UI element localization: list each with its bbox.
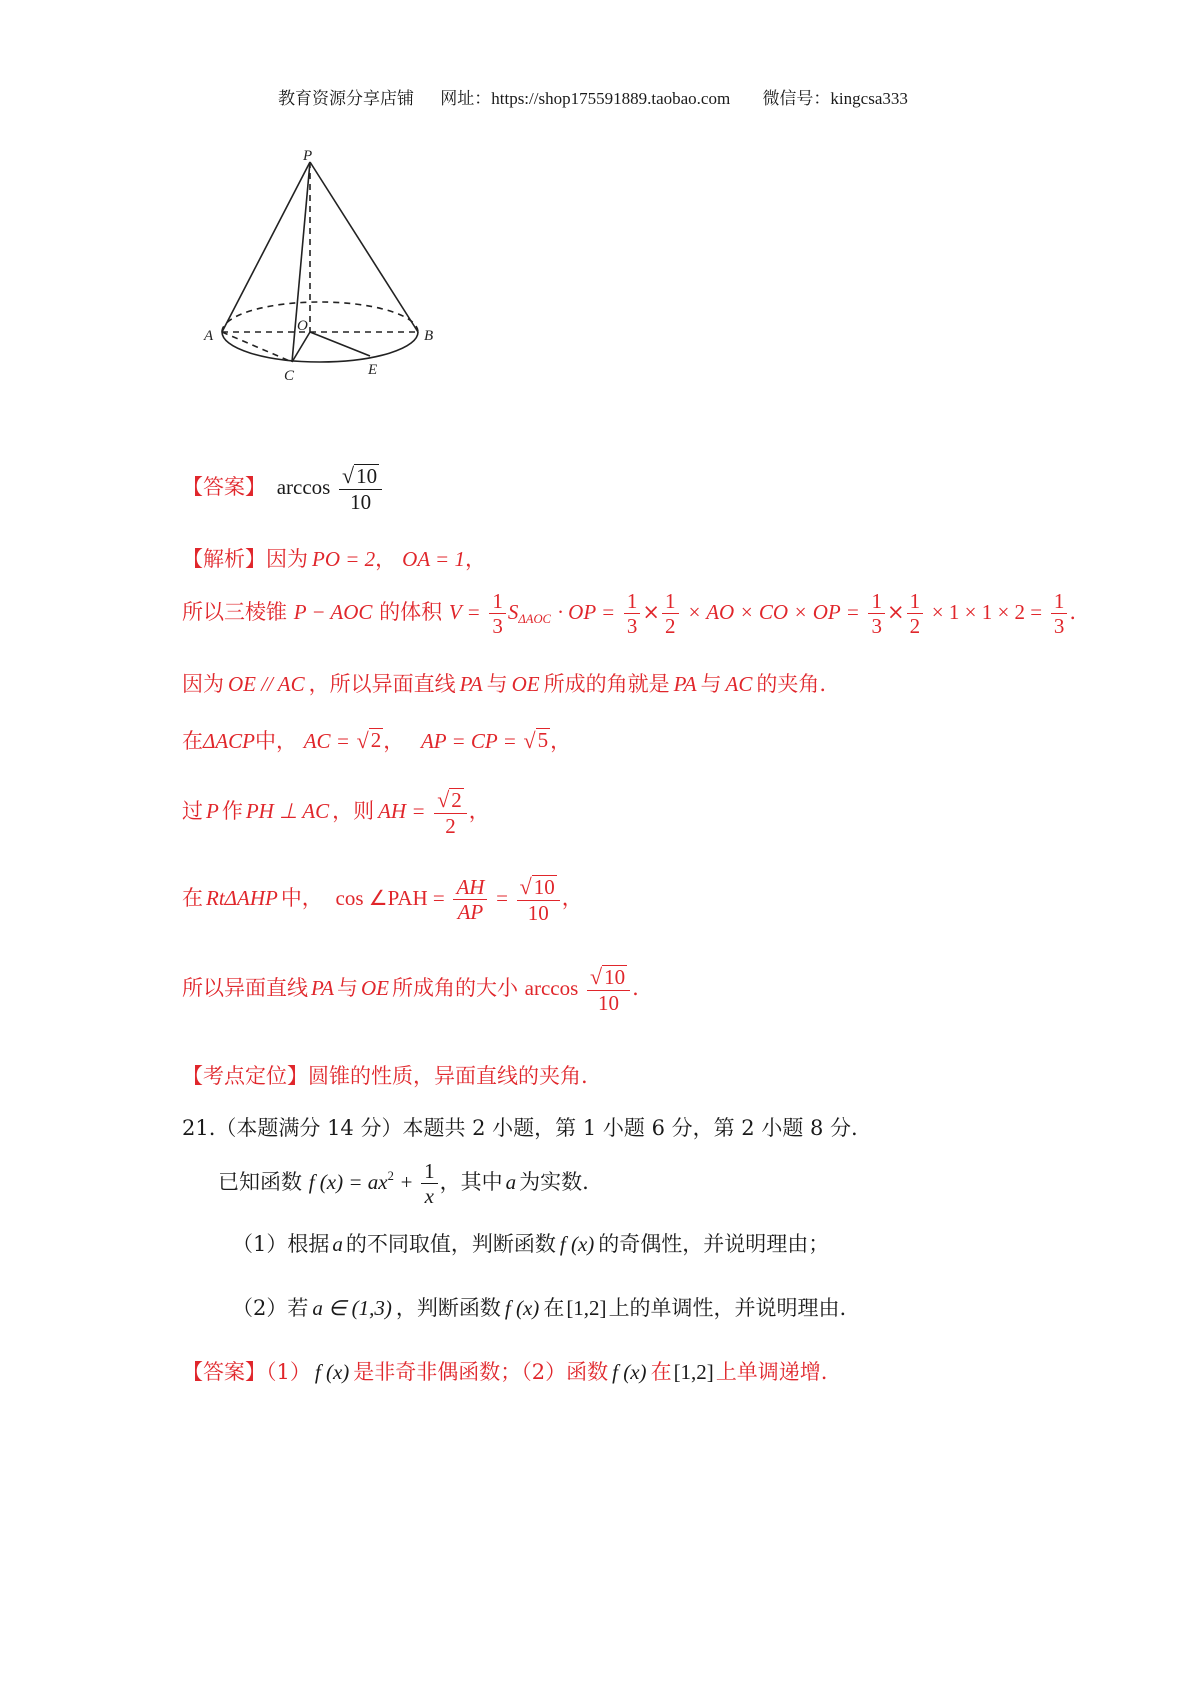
f3-den: 2	[665, 614, 676, 639]
q21-p2-c: ，判断函数	[395, 1296, 501, 1320]
q21-p2-a: （2）若	[232, 1296, 309, 1320]
f6-num: 1	[1051, 590, 1068, 614]
a-l2-e: · OP =	[557, 600, 616, 625]
kaodian	[182, 1060, 588, 1090]
answer2-b: f (x)	[314, 1360, 350, 1384]
a-l1-a: 因为	[266, 547, 308, 571]
a-l6-den2: 10	[527, 901, 549, 926]
q21-title: 21.（本题满分 14 分）本题共 2 小题，第 1 小题 6 分，第 2 小题 8 分.	[182, 1116, 858, 1140]
a-l3-k: 的夹角.	[756, 672, 827, 696]
cone-figure	[180, 150, 440, 410]
a-l7-f: arccos	[524, 976, 579, 1001]
label-p: P	[303, 150, 313, 164]
q21-p1-c: 的不同取值，判断函数	[345, 1232, 556, 1256]
a-l1-d: OA = 1	[402, 547, 465, 571]
kaodian-tag: 【考点定位】	[182, 1064, 308, 1088]
frac-one-third-c	[868, 590, 885, 637]
a-l6-den1: AP	[457, 900, 484, 925]
a-l3-h: PA	[673, 672, 697, 696]
a-l5-a: 过	[182, 799, 203, 824]
q21-part1	[232, 1228, 829, 1258]
f3-num: 1	[662, 590, 679, 614]
sqrt-2: √ 2	[356, 728, 382, 753]
answer-tag: 【答案】	[182, 475, 266, 500]
a-l4-b: ΔACP	[203, 729, 255, 753]
header-shop: 教育资源分享店铺	[278, 89, 414, 108]
a-l4-f-r: 5	[537, 728, 549, 752]
a-l3-g: 所成的角就是	[543, 672, 670, 696]
frac-one-half-b	[907, 590, 924, 637]
label-e: E	[368, 362, 378, 378]
a-l4-c: 中，	[255, 729, 297, 753]
frac-one-third-a	[489, 590, 506, 637]
q21-def-a: 已知函数	[218, 1170, 302, 1195]
a-l3-c: ，所以异面直线	[308, 672, 456, 696]
answer-arccos: arccos	[276, 475, 331, 500]
a-l7-num: 10	[604, 965, 626, 989]
a-l3-e: 与	[486, 672, 508, 696]
a-l5-f: AH =	[378, 799, 426, 824]
analysis-tag: 【解析】	[182, 547, 266, 571]
answer2-a: （1）	[266, 1360, 311, 1384]
frac-sqrt10-over-10-b: √ 10 10	[587, 965, 630, 1014]
a-l7-den: 10	[598, 991, 620, 1016]
a-l6-c: 中，	[280, 886, 323, 911]
q21-p1-b: a	[332, 1232, 343, 1256]
a-l7-e: 所成角的大小	[391, 976, 518, 1001]
edge-pb	[310, 162, 418, 332]
a-l5-c: 作	[221, 799, 243, 824]
a-l2-s-sub: ΔAOC	[518, 611, 551, 626]
a-l1-e: ，	[464, 547, 486, 571]
q21-p1-a: （1）根据	[232, 1232, 330, 1256]
analysis-line-4	[182, 725, 571, 755]
a-l6-num1: AH	[453, 876, 487, 900]
a-l5-e: ，则	[332, 799, 375, 824]
q21-part2	[232, 1292, 846, 1322]
a-l5-d: PH ⊥ AC	[245, 799, 330, 824]
a-l2-c: 的体积	[379, 600, 443, 625]
f1-den: 3	[492, 614, 503, 639]
a-l7-g: .	[632, 976, 639, 1001]
f2-num: 1	[624, 590, 641, 614]
analysis-line-6	[182, 875, 583, 924]
label-c: C	[284, 368, 295, 384]
a-l6-d: cos ∠PAH =	[335, 886, 445, 911]
a-l6-num2: 10	[533, 875, 555, 899]
q21-p1-d: f (x)	[559, 1232, 595, 1256]
f2-den: 3	[626, 614, 638, 639]
q21-def-den: x	[424, 1184, 434, 1209]
a-l5-b: P	[206, 799, 219, 824]
answer-den: 10	[350, 490, 372, 515]
frac-sqrt2-over-2: √ 2 2	[434, 788, 467, 837]
header-url: 网址：https://shop175591889.taobao.com	[440, 89, 731, 108]
analysis-line-1	[182, 543, 486, 573]
a-l4-f: AP = CP =	[420, 729, 517, 753]
segment-ac	[222, 332, 292, 362]
a-l5-num: 2	[451, 788, 462, 812]
a-l7-c: 与	[336, 976, 358, 1001]
f4-den: 3	[871, 614, 882, 639]
analysis-line-7	[182, 965, 639, 1014]
a-l7-d: OE	[360, 976, 389, 1001]
label-b: B	[424, 328, 434, 344]
q21-p2-d: f (x)	[504, 1296, 540, 1320]
f1-num: 1	[489, 590, 506, 614]
a-l3-a: 因为	[182, 672, 224, 696]
q21-def-frac	[421, 1160, 438, 1207]
a-l6-a: 在	[182, 886, 203, 911]
a-l3-j: AC	[725, 672, 753, 696]
a-l3-f: OE	[511, 672, 540, 696]
a-l4-a: 在	[182, 729, 203, 753]
a-l7-a: 所以异面直线	[182, 976, 308, 1001]
answer2-c: 是非奇非偶函数；（2）函数	[353, 1360, 609, 1384]
a-l2-s: S	[507, 600, 519, 625]
analysis-line-2: 所以三棱锥 P − AOC 的体积 V = $\frac{1}{3}$ $S_{\Delta AOC}$ · OP = $\frac{1}{3}$ × $\frac{1}{2}$ × AO × CO × OP = $\frac{1}{3}$ × $\frac{1}{2}$ × 1 × 1 × 2 = $\frac{1}{3}$ .	[182, 589, 1077, 639]
header	[278, 84, 908, 109]
frac-one-third-b	[624, 590, 641, 637]
answer2-g: 上单调递增.	[715, 1360, 828, 1384]
answer2-d: f (x)	[612, 1360, 647, 1384]
q21-def-b: f (x) = ax	[308, 1170, 388, 1195]
a-l7-b: PA	[311, 976, 334, 1001]
a-l2-f: × AO × CO × OP =	[687, 600, 860, 625]
q21-def-f: 为实数.	[519, 1170, 589, 1195]
answer-fraction: √ 10 10	[339, 464, 382, 513]
f5-den: 2	[909, 614, 921, 639]
answer2-e: 在	[650, 1360, 672, 1384]
kaodian-text: 圆锥的性质，异面直线的夹角.	[308, 1064, 588, 1088]
label-a: A	[204, 328, 214, 344]
f4-num: 1	[868, 590, 885, 614]
q21-def-d: ，其中	[439, 1170, 503, 1195]
analysis-line-5	[182, 788, 490, 837]
a-l6-eq: =	[496, 886, 508, 911]
answer-1	[182, 464, 384, 513]
q21-def-num: 1	[421, 1160, 438, 1184]
f5-num: 1	[907, 590, 924, 614]
q21-p2-e: 在	[543, 1296, 565, 1320]
label-o: O	[297, 318, 308, 334]
answer2-f: [1,2]	[673, 1360, 714, 1384]
a-l4-g: ，	[550, 729, 572, 753]
q21-p2-f: [1,2]	[566, 1296, 607, 1320]
a-l2-a: 所以三棱锥	[182, 600, 287, 625]
a-l4-e: ，	[383, 729, 405, 753]
a-l2-d: V =	[448, 600, 481, 625]
segment-oe	[310, 332, 370, 356]
a-l4-d-r: 2	[370, 728, 382, 752]
a-l4-d: AC =	[303, 729, 350, 753]
frac-ah-over-ap	[453, 876, 487, 923]
a-l6-g: ，	[561, 886, 583, 911]
q21-p2-b: a ∈ (1,3)	[312, 1296, 392, 1320]
q21-def-sup: 2	[387, 1169, 394, 1184]
q21-def-e: a	[505, 1170, 517, 1195]
q21-definition	[218, 1160, 589, 1207]
a-l2-b: P − AOC	[293, 600, 373, 625]
a-l2-h: .	[1069, 600, 1077, 625]
a-l6-b: RtΔAHP	[206, 886, 278, 911]
q21-p2-g: 上的单调性，并说明理由.	[608, 1296, 847, 1320]
a-l3-i: 与	[700, 672, 722, 696]
a-l1-c: ，	[375, 547, 397, 571]
frac-sqrt10-over-10-a: √ 10 10	[517, 875, 560, 924]
a-l5-g: ，	[468, 799, 490, 824]
q21-def-c: +	[400, 1170, 413, 1195]
answer-2	[182, 1356, 828, 1386]
a-l5-den: 2	[445, 814, 456, 839]
answer-num: 10	[356, 464, 378, 488]
a-l3-b: OE // AC	[228, 672, 305, 696]
header-wechat: 微信号：kingcsa333	[762, 89, 908, 108]
a-l3-d: PA	[459, 672, 483, 696]
f6-den: 3	[1053, 614, 1065, 639]
base-back-arc	[222, 302, 418, 332]
a-l2-g: × 1 × 1 × 2 =	[931, 600, 1043, 625]
q21-p1-e: 的奇偶性，并说明理由；	[598, 1232, 830, 1256]
answer2-tag: 【答案】	[182, 1360, 266, 1384]
sqrt-5: √ 5	[523, 728, 549, 753]
frac-one-third-d	[1051, 590, 1068, 637]
frac-one-half-a	[662, 590, 679, 637]
a-l1-b: PO = 2	[312, 547, 376, 571]
analysis-line-3	[182, 668, 826, 698]
